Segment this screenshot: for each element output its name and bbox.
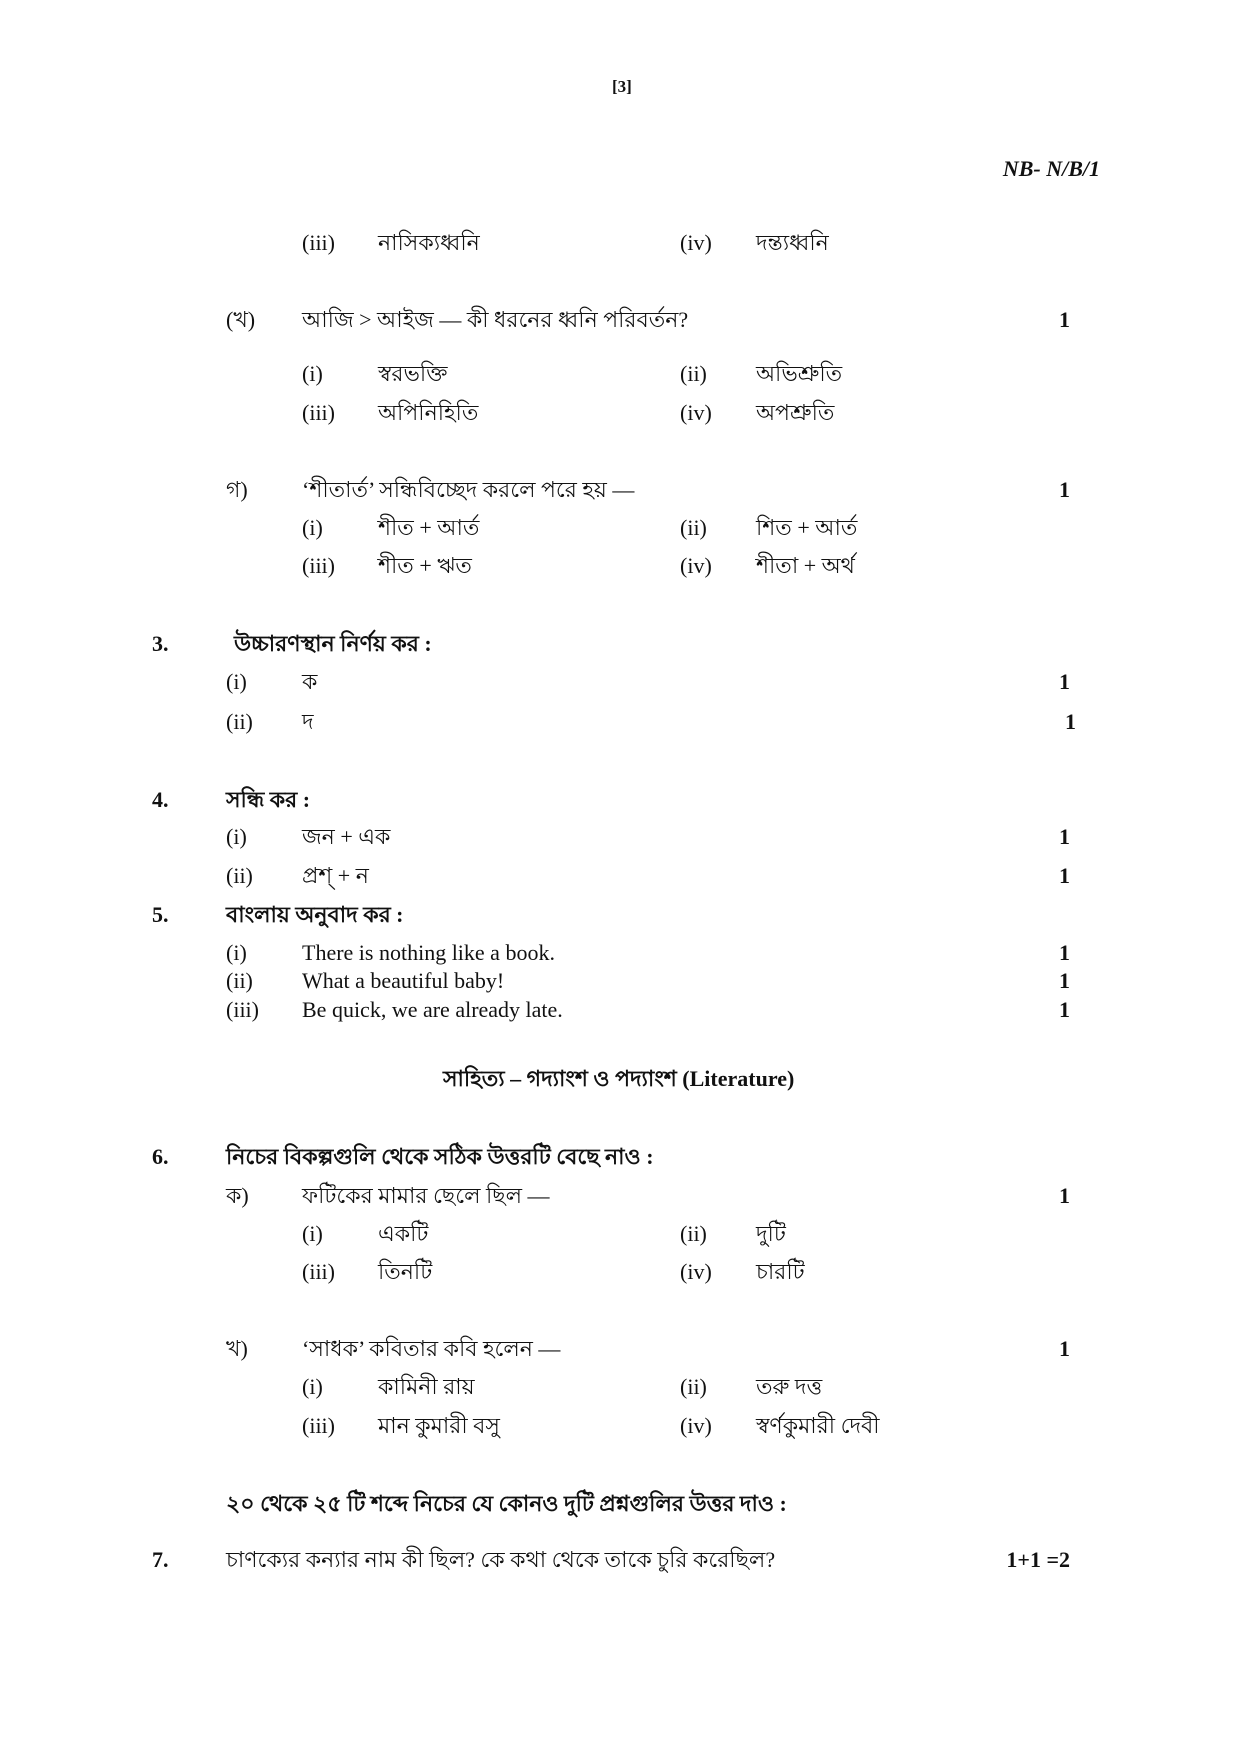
option-row: [0, 1412, 1241, 1442]
sub-question-text: ফটিকের মামার ছেলে ছিল —: [302, 1183, 550, 1208]
sub-question-text: আজি > আইজ — কী ধরনের ধ্বনি পরিবর্তন?: [302, 307, 689, 332]
option-text: শীতা + অর্থ: [756, 553, 855, 578]
question-heading: [0, 901, 1241, 931]
option-label: (ii): [680, 361, 707, 386]
marks: 1: [1059, 307, 1070, 332]
question-heading: [0, 1143, 1241, 1173]
option-text: অপশ্রুতি: [756, 400, 835, 425]
item-label: (iii): [226, 997, 259, 1022]
option-text: শিত + আর্ত: [756, 515, 858, 540]
sub-question-label: (খ): [226, 307, 256, 332]
option-row: [0, 360, 1241, 390]
option-row: [0, 514, 1241, 544]
item-row: [0, 996, 1241, 1026]
option-label: (i): [302, 515, 323, 540]
marks: 1: [1059, 477, 1070, 502]
marks: 1: [1059, 863, 1070, 888]
sub-question-text: ‘শীতার্ত’ সন্ধিবিচ্ছেদ করলে পরে হয় —: [302, 477, 635, 502]
sub-question-kha: [0, 306, 1241, 336]
option-text: শীত + ঋত: [378, 553, 472, 578]
option-row: [0, 229, 1241, 259]
option-row: [0, 1258, 1241, 1288]
question-title: সন্ধি কর :: [226, 787, 311, 812]
question-text: চাণক্যের কন্যার নাম কী ছিল? কে কথা থেকে তাকে চুরি করেছিল?: [226, 1547, 776, 1572]
marks: 1+1 =2: [1006, 1547, 1070, 1572]
item-row: [0, 967, 1241, 997]
option-text: দন্ত্যধ্বনি: [756, 230, 829, 255]
marks: 1: [1059, 940, 1070, 965]
option-text: দুটি: [756, 1221, 786, 1246]
option-row: [0, 1373, 1241, 1403]
question-number: 5.: [152, 902, 169, 927]
option-text: চারটি: [756, 1259, 805, 1284]
item-text: Be quick, we are already late.: [302, 997, 563, 1022]
item-text: প্রশ্‌ + ন: [302, 863, 369, 888]
page-number: [3]: [612, 77, 632, 96]
short-answer-instruction: ২০ থেকে ২৫ টি শব্দে নিচের যে কোনও দুটি প্রশ্নগুলির উত্তর দাও :: [226, 1491, 787, 1516]
option-label: (iii): [302, 400, 335, 425]
question-number: 4.: [152, 787, 169, 812]
item-label: (i): [226, 940, 247, 965]
question-number: 6.: [152, 1144, 169, 1169]
option-label: (iii): [302, 230, 335, 255]
option-label: (ii): [680, 1221, 707, 1246]
option-row: [0, 1220, 1241, 1250]
option-label: (i): [302, 1374, 323, 1399]
item-row: [0, 862, 1241, 892]
marks: 1: [1059, 968, 1070, 993]
question-title: উচ্চারণস্থান নির্ণয় কর :: [234, 631, 432, 656]
sub-question-ga: [0, 476, 1241, 506]
option-label: (ii): [680, 515, 707, 540]
option-label: (iv): [680, 1259, 712, 1284]
marks: 1: [1059, 1183, 1070, 1208]
item-text: ক: [302, 669, 318, 694]
item-row: [0, 668, 1241, 698]
option-label: (iii): [302, 1259, 335, 1284]
item-label: (ii): [226, 968, 253, 993]
sub-question-ka: [0, 1182, 1241, 1212]
question-heading: [0, 630, 1241, 660]
option-text: একটি: [378, 1221, 429, 1246]
marks: 1: [1059, 824, 1070, 849]
option-label: (i): [302, 1221, 323, 1246]
item-label: (i): [226, 824, 247, 849]
option-text: নাসিক্যধ্বনি: [378, 230, 480, 255]
item-text: জন + এক: [302, 824, 391, 849]
marks: 1: [1059, 1336, 1070, 1361]
option-label: (iii): [302, 1413, 335, 1438]
question-number: 7.: [152, 1547, 169, 1572]
item-text: দ: [302, 709, 314, 734]
option-row: [0, 552, 1241, 582]
item-row: [0, 708, 1241, 738]
sub-question-kha: [0, 1335, 1241, 1365]
question-heading: [0, 786, 1241, 816]
marks: 1: [1059, 997, 1070, 1022]
sub-question-text: ‘সাধক’ কবিতার কবি হলেন —: [302, 1336, 561, 1361]
paper-code: NB- N/B/1: [1002, 156, 1100, 181]
option-label: (i): [302, 361, 323, 386]
sub-question-label: গ): [226, 477, 248, 502]
item-text: What a beautiful baby!: [302, 968, 505, 993]
marks: 1: [1059, 669, 1070, 694]
item-label: (ii): [226, 709, 253, 734]
marks: 1: [1065, 709, 1076, 734]
option-label: (ii): [680, 1374, 707, 1399]
item-row: [0, 939, 1241, 969]
sub-question-label: খ): [226, 1336, 248, 1361]
option-text: শীত + আর্ত: [378, 515, 480, 540]
option-label: (iii): [302, 553, 335, 578]
sub-question-label: ক): [226, 1183, 249, 1208]
option-text: স্বর্ণকুমারী দেবী: [756, 1413, 880, 1438]
option-text: মান কুমারী বসু: [378, 1413, 500, 1438]
option-text: অভিশ্রুতি: [756, 361, 843, 386]
item-label: (i): [226, 669, 247, 694]
option-text: তিনটি: [378, 1259, 433, 1284]
question-title: নিচের বিকল্পগুলি থেকে সঠিক উত্তরটি বেছে নাও :: [226, 1144, 654, 1169]
option-label: (iv): [680, 230, 712, 255]
option-row: [0, 399, 1241, 429]
question-number: 3.: [152, 631, 169, 656]
option-text: কামিনী রায়: [378, 1374, 475, 1399]
item-label: (ii): [226, 863, 253, 888]
option-text: তরু দত্ত: [756, 1374, 823, 1399]
question-7: [0, 1546, 1241, 1576]
item-row: [0, 823, 1241, 853]
section-heading-literature: সাহিত্য – গদ্যাংশ ও পদ্যাংশ (Literature): [443, 1066, 795, 1091]
option-label: (iv): [680, 553, 712, 578]
short-answer-instruction-row: [0, 1490, 1241, 1520]
item-text: There is nothing like a book.: [302, 940, 555, 965]
question-title: বাংলায় অনুবাদ কর :: [226, 902, 404, 927]
option-text: অপিনিহিতি: [378, 400, 479, 425]
option-text: স্বরভক্তি: [378, 361, 448, 386]
option-label: (iv): [680, 1413, 712, 1438]
option-label: (iv): [680, 400, 712, 425]
